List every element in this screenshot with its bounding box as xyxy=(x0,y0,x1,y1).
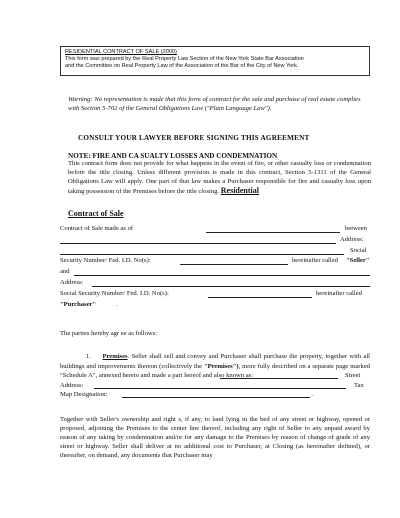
form-row-purchaser-ssn xyxy=(60,289,370,300)
form-credit-line-1: This form was prepared by the Real Property Law Section of the New York State Bar Association xyxy=(65,56,304,62)
seller-address-line[interactable] xyxy=(60,254,344,255)
tax-label: Tax xyxy=(354,381,364,389)
purchaser-term: "Purchaser" xyxy=(60,300,97,308)
street-label: Street xyxy=(345,372,361,380)
premises-term: "Premises") xyxy=(203,362,239,370)
and-label: and xyxy=(60,268,70,276)
form-header-box xyxy=(60,46,370,76)
tax-map-label: Map Designation: xyxy=(60,391,108,399)
parties-form xyxy=(60,224,370,310)
premises-address-label: Address: xyxy=(60,381,84,389)
premises-address-line[interactable] xyxy=(94,388,346,389)
address-label-2: Address: xyxy=(60,278,84,286)
seller-ssn-line[interactable] xyxy=(180,264,288,265)
premises-text-2: , more fully described on a separate page marked "Schedule A", annexed hereto and made a part hereof and also known as: xyxy=(60,362,370,380)
between-label: between xyxy=(345,225,367,232)
residential-heading: Residential xyxy=(220,185,259,195)
form-row-seller-name xyxy=(60,235,370,246)
consult-heading: CONSULT YOUR LAWYER BEFORE SIGNING THIS AGREEMENT xyxy=(78,134,310,142)
form-row-made-as-of xyxy=(60,224,370,235)
form-row-purchaser-address xyxy=(60,278,370,289)
form-row-seller-address xyxy=(60,246,370,257)
together-paragraph: Together with Seller's ownership and right s, if any, to land lying in the bed of any street or highway, opened or proposed, adjoining the Premises to the center line thereof, including any right of Seller to any unpaid award by reason of any taking by condemnation and/or for any damage to the Premises by reason of change of grade of any street or highway. Seller shall deliver at no additional cost to Purchaser, at Closing (as hereinafter defined), or thereafter, on demand, any documents that Purchaser may xyxy=(60,416,370,459)
known-as-line[interactable] xyxy=(220,378,338,379)
hereinafter-label-1: hereinafter called xyxy=(292,257,338,265)
seller-name-line[interactable] xyxy=(60,243,336,244)
note-paragraph-text: This contract form does not provide for what happens in the event of fire, or other casualty loss or condemnation before the title closing. Unless different provision is made in this contract, Section 5-1311 of the General Obligations Law will apply. One part of that law makes a Purchaser responsible for fire and casualty loss upon taking possession of the Premises before the title closing. xyxy=(68,160,371,195)
premises-known-as-line-row xyxy=(60,371,370,381)
purchaser-period: . xyxy=(116,300,118,308)
tax-map-line[interactable] xyxy=(122,397,310,398)
premises-section xyxy=(60,352,370,400)
seller-term: "Seller" xyxy=(346,257,370,265)
form-row-seller-ssn xyxy=(60,256,370,267)
social-label-1: Social xyxy=(350,246,367,254)
ssn-label-1: Security Number/ Fed. I.D. No(s): xyxy=(60,257,151,265)
warning-text: Warning: No representation is made that this form of contract for the sale and purchase of real estate complies with Section 5-702 of the General Obligations Law ("Plain Language Law"). xyxy=(68,96,361,112)
form-row-and xyxy=(60,267,370,278)
purchaser-name-line[interactable] xyxy=(74,275,370,276)
premises-number: 1. xyxy=(86,353,91,360)
address-label-1: Address: xyxy=(340,235,364,243)
note-paragraph xyxy=(68,160,371,197)
date-line[interactable] xyxy=(206,232,340,233)
ssn-label-2: Social Security Number/ Fed. I.D. No(s): xyxy=(60,289,169,297)
purchaser-ssn-line[interactable] xyxy=(208,297,312,298)
form-credit-line-2: and the Committee on Real Property Law of the Association of the Bar of the City of New York. xyxy=(65,63,299,69)
form-row-purchaser-term xyxy=(60,300,370,311)
premises-address-row xyxy=(60,381,370,391)
purchaser-address-line[interactable] xyxy=(92,286,370,287)
note-heading: NOTE: FIRE AND CA SUALTY LOSSES AND CONDEMNATION xyxy=(68,152,278,160)
hereinafter-label-2: hereinafter called xyxy=(316,289,362,297)
premises-label: Premises xyxy=(102,353,128,360)
contract-of-sale-heading: Contract of Sale xyxy=(68,209,124,218)
form-title: RESIDENTIAL CONTRACT OF SALE (2000) xyxy=(65,49,177,55)
tax-map-period: . xyxy=(312,391,314,399)
premises-text-1: . Seller shall sell and convey and Purchaser shall purchase the property, together with all buildings and improvements thereon (collectively the xyxy=(60,353,370,370)
parties-agree-text: The parties hereby agr ee as follows: xyxy=(60,330,158,337)
made-as-of-label: Contract of Sale made as of xyxy=(60,225,134,232)
tax-map-row xyxy=(60,390,370,400)
